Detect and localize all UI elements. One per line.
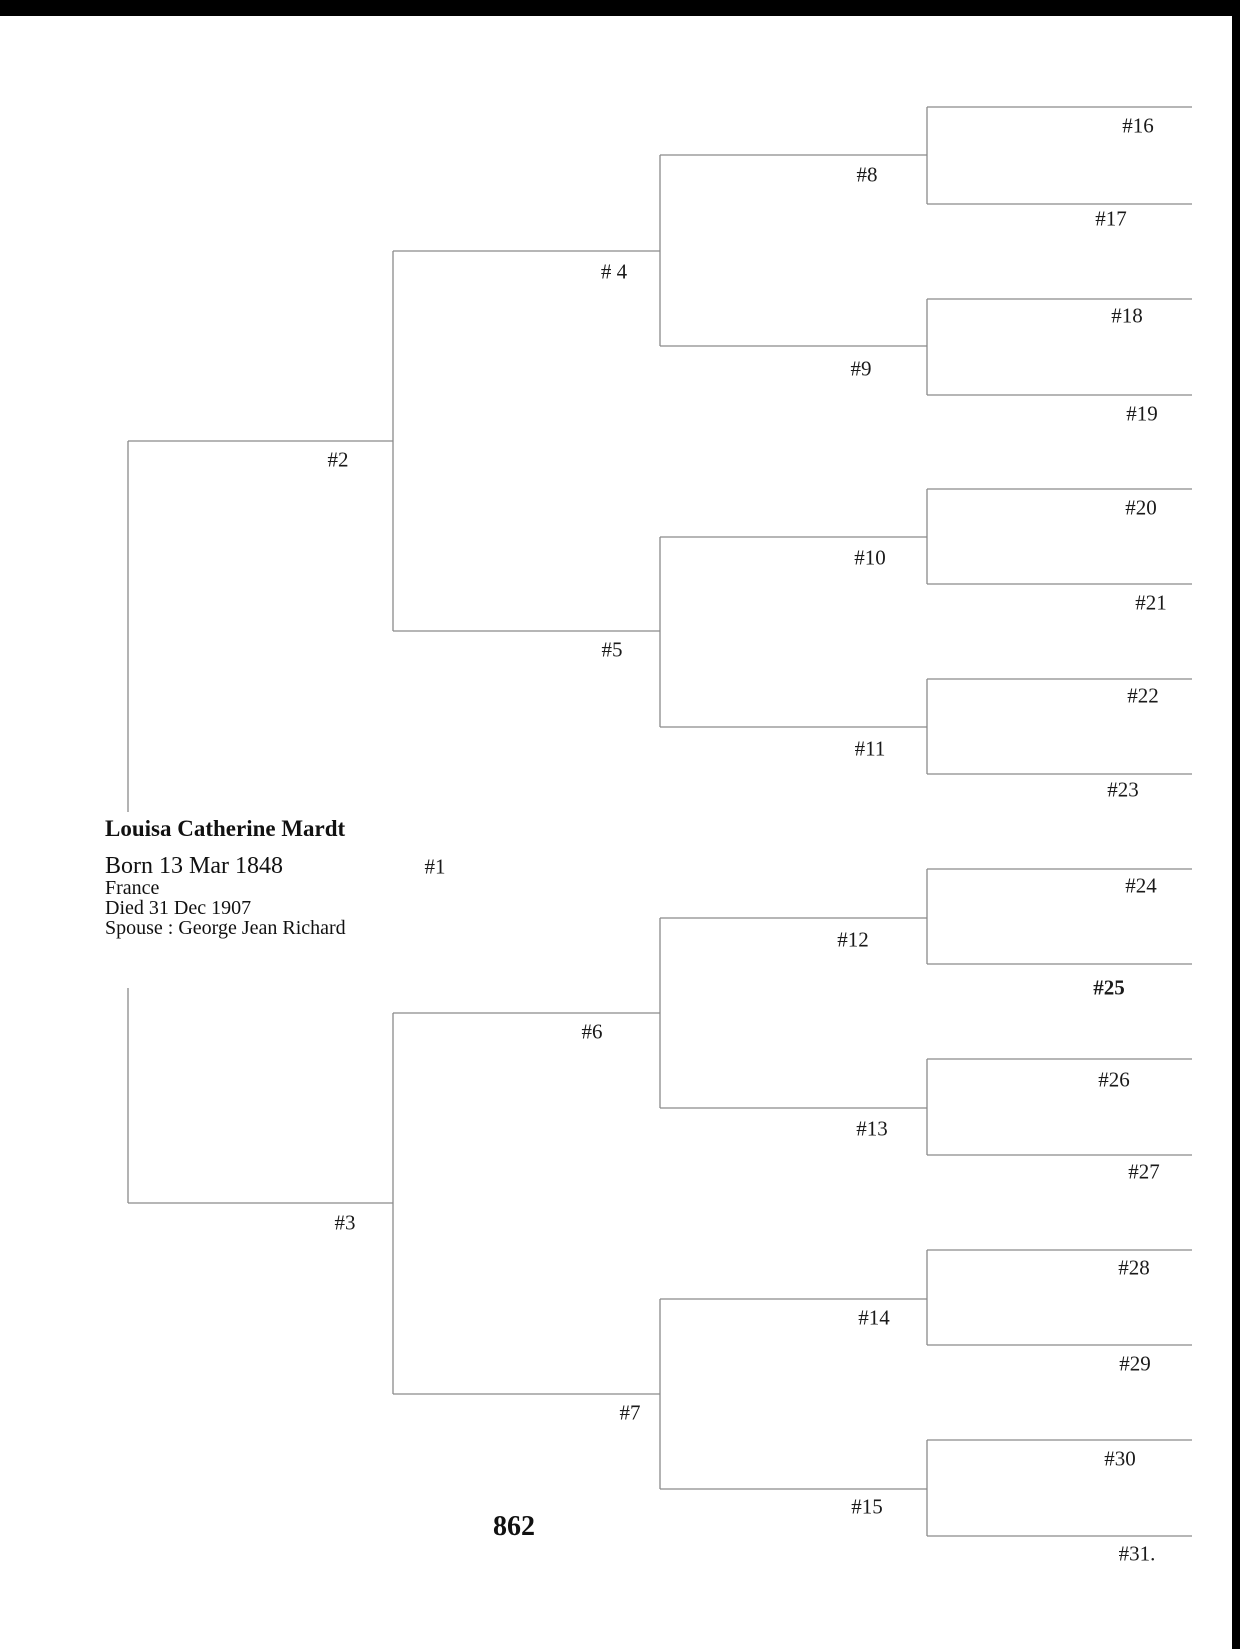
node-label-25: #25: [1093, 975, 1125, 1000]
node-label-1: #1: [424, 854, 446, 879]
node-label-8: #8: [856, 162, 878, 187]
node-label-26: #26: [1098, 1067, 1130, 1092]
person-born: Born 13 Mar 1848: [105, 853, 283, 879]
node-label-24: #24: [1125, 873, 1157, 898]
node-label-30: #30: [1104, 1446, 1136, 1471]
page-number: 862: [493, 1511, 535, 1542]
node-label-14: #14: [858, 1305, 890, 1330]
person-died: Died 31 Dec 1907: [105, 897, 252, 919]
node-label-27: #27: [1128, 1159, 1160, 1184]
node-label-13: #13: [856, 1116, 888, 1141]
node-label-31: #31.: [1118, 1541, 1156, 1566]
node-label-7: #7: [619, 1400, 641, 1425]
node-label-12: #12: [837, 927, 869, 952]
node-label-9: #9: [850, 356, 872, 381]
node-label-22: #22: [1127, 683, 1159, 708]
person-born-place: France: [105, 877, 160, 899]
node-label-18: #18: [1111, 303, 1143, 328]
node-label-21: #21: [1135, 590, 1167, 615]
node-label-4: # 4: [600, 259, 628, 284]
node-label-23: #23: [1107, 777, 1139, 802]
person-name: Louisa Catherine Mardt: [105, 816, 346, 841]
node-label-5: #5: [601, 637, 623, 662]
node-label-6: #6: [581, 1019, 603, 1044]
node-label-17: #17: [1095, 206, 1127, 231]
node-label-19: #19: [1126, 401, 1158, 426]
node-label-11: #11: [854, 736, 886, 761]
node-label-16: #16: [1122, 113, 1154, 138]
node-label-3: #3: [334, 1210, 356, 1235]
node-label-20: #20: [1125, 495, 1157, 520]
node-label-28: #28: [1118, 1255, 1150, 1280]
node-label-15: #15: [851, 1494, 883, 1519]
node-label-10: #10: [854, 545, 886, 570]
person-spouse: Spouse : George Jean Richard: [105, 917, 346, 939]
node-label-29: #29: [1119, 1351, 1151, 1376]
node-label-2: #2: [327, 447, 349, 472]
